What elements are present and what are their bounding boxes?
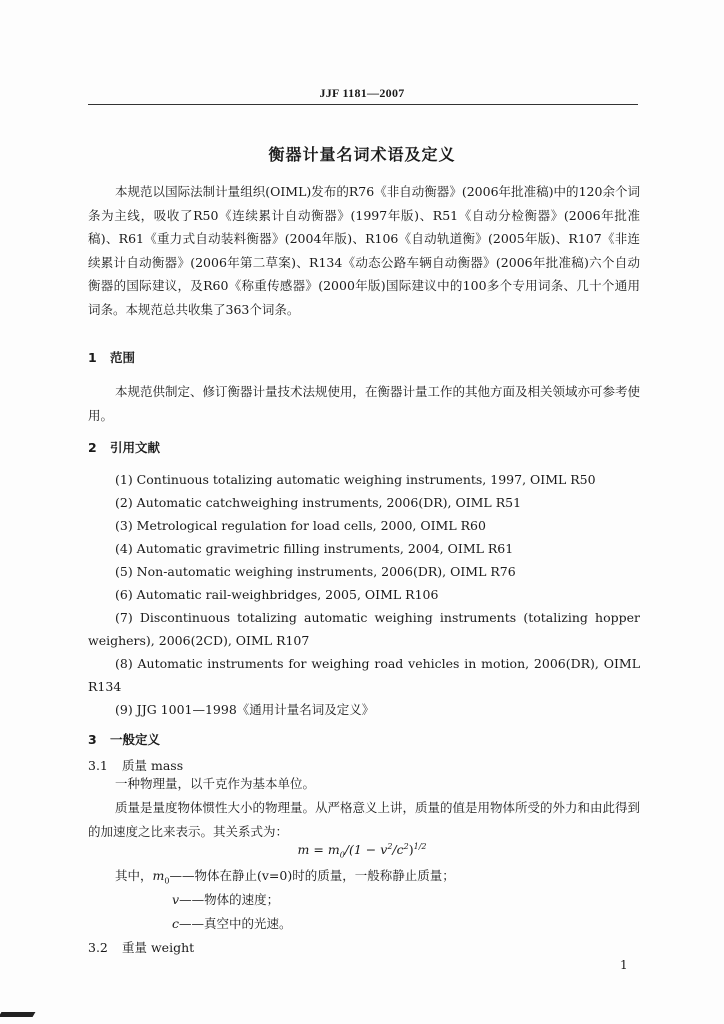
reference-item: (9) JJG 1001—1998《通用计量名词及定义》 (115, 702, 375, 717)
section-title: 引用文献 (110, 440, 161, 455)
section-title: 范围 (110, 350, 136, 365)
section-heading-scope (88, 348, 135, 366)
section-heading-general (88, 730, 160, 748)
reference-item: (5) Non-automatic weighing instruments, 2006(DR), OIML R76 (115, 564, 516, 579)
term-number: 3.1 (88, 758, 108, 773)
reference-item: (6) Automatic rail-weighbridges, 2005, OIML R106 (115, 587, 439, 602)
where-m0: 其中，$m_0——$物体在静止(v=0)时的质量，一般称静止质量； (115, 868, 455, 886)
header-rule (88, 104, 638, 105)
scope-paragraph: 本规范供制定、修订衡器计量技术法规使用，在衡器计量工作的其他方面及相关领域亦可参考使用。 (88, 384, 641, 423)
section-title: 一般定义 (110, 732, 161, 747)
term-label: 质量 mass (122, 758, 184, 773)
reference-item: (8) Automatic instruments for weighing road vehicles in motion, 2006(DR), OIML R134 (88, 656, 640, 694)
reference-item: (2) Automatic catchweighing instruments, 2006(DR), OIML R51 (115, 495, 522, 510)
mass-definition-1: 一种物理量，以千克作为基本单位。 (115, 776, 316, 791)
reference-item: (1) Continuous totalizing automatic weighing instruments, 1997, OIML R50 (115, 472, 596, 487)
mass-formula: $m = m_0/(1 - v^2/c^2)^{1/2}$ (297, 842, 427, 860)
reference-item: (4) Automatic gravimetric filling instruments, 2004, OIML R61 (115, 541, 514, 556)
reference-item: (7) Discontinuous totalizing automatic weighing instruments (totalizing hopper weighers), 2006(2CD), OIML R107 (88, 610, 640, 648)
intro-paragraph: 本规范以国际法制计量组织(OIML)发布的R76《非自动衡器》(2006年批准稿)中的120余个词条为主线，吸收了R50《连续累计自动衡器》(1997年版)、R51《自动分检衡器》(2006年批准稿)、R61《重力式自动装料衡器》(2004年版)、R106《自动轨道衡》(2005年版)、R107《非连续累计自动衡器》(2006年第二草案)、R134《动态公路车辆自动衡器》(2006年批准稿)六个自动衡器的国际建议，及R60《称重传感器》(2000年版)国际建议中的100多个专用词条、几十个通用词条。本规范总共收集了363个词条。 (88, 184, 640, 317)
term-number: 3.2 (88, 940, 108, 955)
scan-corner-mark (0, 1012, 35, 1017)
mass-definition-2: 质量是量度物体惯性大小的物理量。从严格意义上讲，质量的值是用物体所受的外力和由此得到的加速度之比来表示。其关系式为： (88, 800, 641, 839)
document-code-header: JJF 1181—2007 (319, 86, 405, 100)
term-3-2 (88, 938, 194, 956)
reference-item: (3) Metrological regulation for load cells, 2000, OIML R60 (115, 518, 486, 533)
term-label: 重量 weight (122, 940, 195, 955)
page-number: 1 (620, 958, 628, 972)
where-v: v——物体的速度； (172, 892, 280, 907)
where-c: c——真空中的光速。 (172, 916, 292, 931)
section-number: 3 (88, 732, 97, 747)
section-number: 1 (88, 350, 97, 365)
section-number: 2 (88, 440, 97, 455)
page-title: 衡器计量名词术语及定义 (268, 145, 456, 164)
section-heading-references (88, 438, 160, 456)
